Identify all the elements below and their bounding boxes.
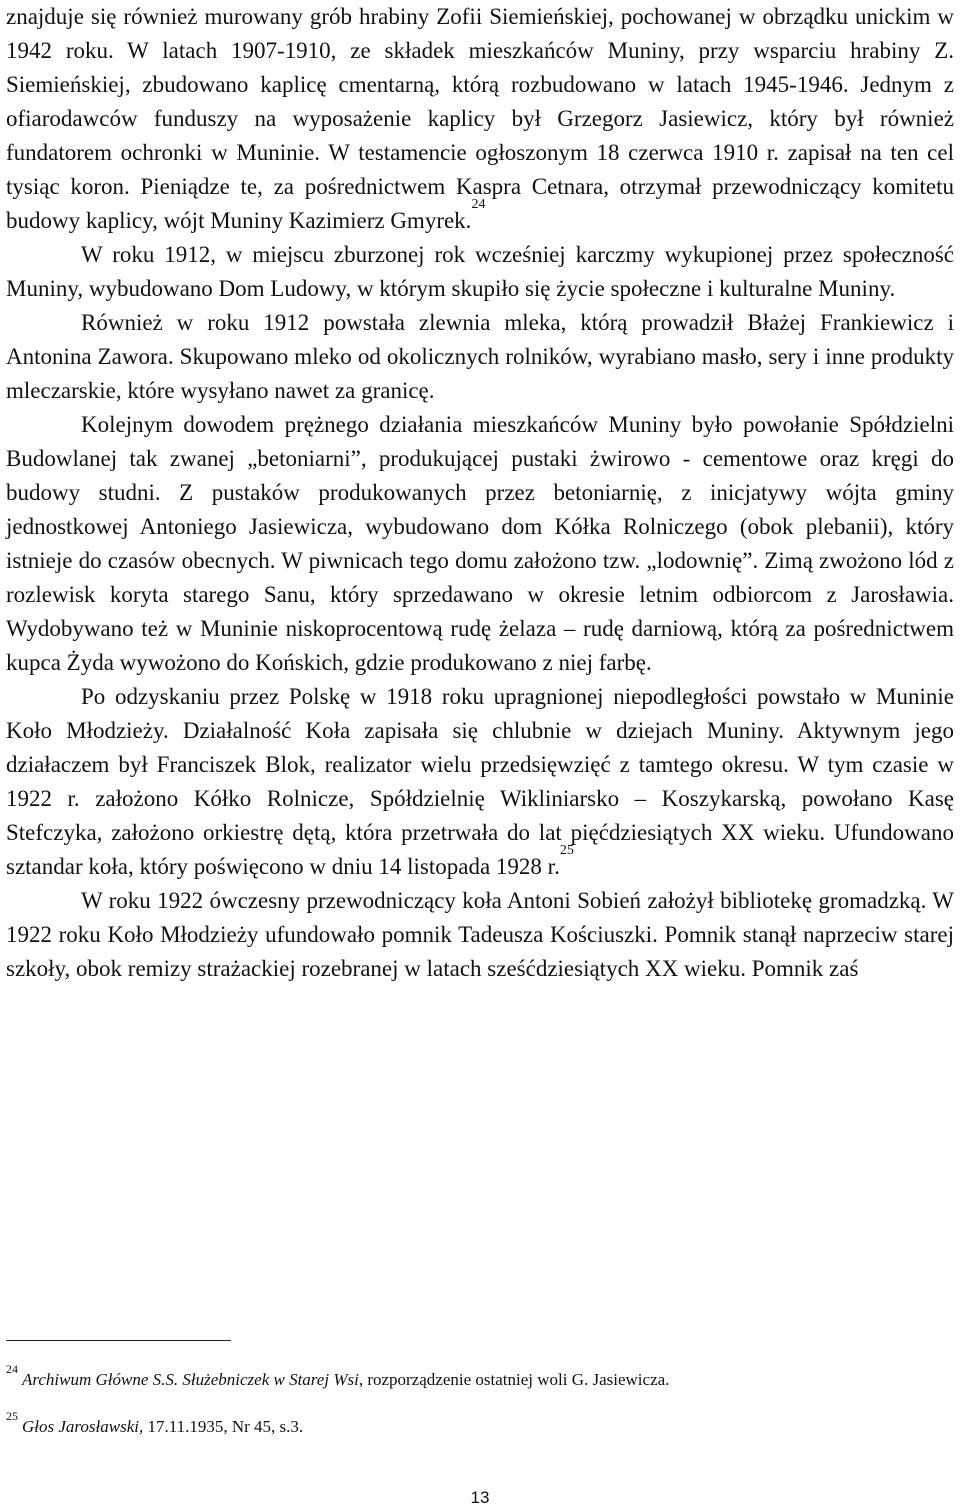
paragraph: [6, 306, 954, 408]
page-number: 13: [470, 1488, 490, 1507]
footnote-separator: [6, 1340, 231, 1341]
paragraph-text: W roku 1922 ówczesny przewodniczący koła Antoni Sobień założył bibliotekę gromadzką. W 1922 roku Koło Młodzieży ufundowało pomnik Tadeusza Kościuszki. Pomnik stanął naprzeciw starej szkoły, obok remizy strażackiej rozebranej w latach sześćdziesiątych XX wieku. Pomnik zaś: [6, 888, 954, 981]
footnote-text: 17.11.1935, Nr 45, s.3.: [143, 1417, 304, 1436]
footnote-25: [6, 1409, 304, 1437]
paragraph-text: W roku 1912, w miejscu zburzonej rok wcześniej karczmy wykupionej przez społeczność Muniny, wybudowano Dom Ludowy, w którym skupiło się życie społeczne i kulturalne Muniny.: [6, 242, 954, 301]
paragraph-text: Po odzyskaniu przez Polskę w 1918 roku upragnionej niepodległości powstało w Muninie Koło Młodzieży. Działalność Koła zapisała się chlubnie w dziejach Muniny. Aktywnym jego działaczem był Franciszek Blok, realizator wielu przedsięwzięć z tamtego okresu. W tym czasie w 1922 r. założono Kółko Rolnicze, Spółdzielnię Wikliniarsko – Koszykarską, powołano Kasę Stefczyka, założono orkiestrę dętą, która przetrwała do lat pięćdziesiątych XX wieku. Ufundowano sztandar koła, który poświęcono w dniu 14 listopada 1928 r.: [6, 684, 954, 879]
paragraph-text: Kolejnym dowodem prężnego działania mieszkańców Muniny było powołanie Spółdzielni Budowlanej tak zwanej „betoniarni”, produkującej pustaki żwirowo - cementowe oraz kręgi do budowy studni. Z pustaków produkowanych przez betoniarnię, z inicjatywy wójta gminy jednostkowej Antoniego Jasiewicza, wybudowano dom Kółka Rolniczego (obok plebanii), który istnieje do czasów obecnych. W piwnicach tego domu założono tzw. „lodownię”. Zimą zwożono lód z rozlewisk koryta starego Sanu, który sprzedawano w okresie letnim odbiorcom z Jarosławia. Wydobywano też w Muninie niskoprocentową rudę żelaza – rudę darniową, którą za pośrednictwem kupca Żyda wywożono do Końskich, gdzie produkowano z niej farbę.: [6, 412, 954, 675]
paragraph: [6, 238, 954, 306]
footnote-number: 24: [6, 1362, 18, 1376]
paragraph-text: Również w roku 1912 powstała zlewnia mleka, którą prowadził Błażej Frankiewicz i Antonina Zawora. Skupowano mleko od okolicznych rolników, wyrabiano masło, sery i inne produkty mleczarskie, które wysyłano nawet za granicę.: [6, 310, 954, 403]
footnote-reference: 25: [559, 843, 574, 858]
footnote-text: , rozporządzenie ostatniej woli G. Jasiewicza.: [358, 1370, 670, 1389]
footnote-source: Archiwum Główne S.S. Służebniczek w Starej Wsi: [22, 1370, 359, 1389]
body-text: [6, 0, 954, 986]
paragraph: [6, 680, 954, 884]
footnote-number: 25: [6, 1409, 18, 1423]
paragraph: [6, 0, 954, 238]
paragraph: [6, 884, 954, 986]
footnote-reference: 24: [471, 197, 486, 212]
footnote-24: [6, 1362, 670, 1390]
paragraph: [6, 408, 954, 680]
paragraph-text: znajduje się również murowany grób hrabiny Zofii Siemieńskiej, pochowanej w obrządku unickim w 1942 roku. W latach 1907-1910, ze składek mieszkańców Muniny, przy wsparciu hrabiny Z. Siemieńskiej, zbudowano kaplicę cmentarną, którą rozbudowano w latach 1945-1946. Jednym z ofiarodawców funduszy na wyposażenie kaplicy był Grzegorz Jasiewicz, który był również fundatorem ochronki w Muninie. W testamencie ogłoszonym 18 czerwca 1910 r. zapisał na ten cel tysiąc koron. Pieniądze te, za pośrednictwem Kaspra Cetnara, otrzymał przewodniczący komitetu budowy kaplicy, wójt Muniny Kazimierz Gmyrek.: [6, 4, 954, 233]
footnote-source: Głos Jarosławski,: [22, 1417, 144, 1436]
